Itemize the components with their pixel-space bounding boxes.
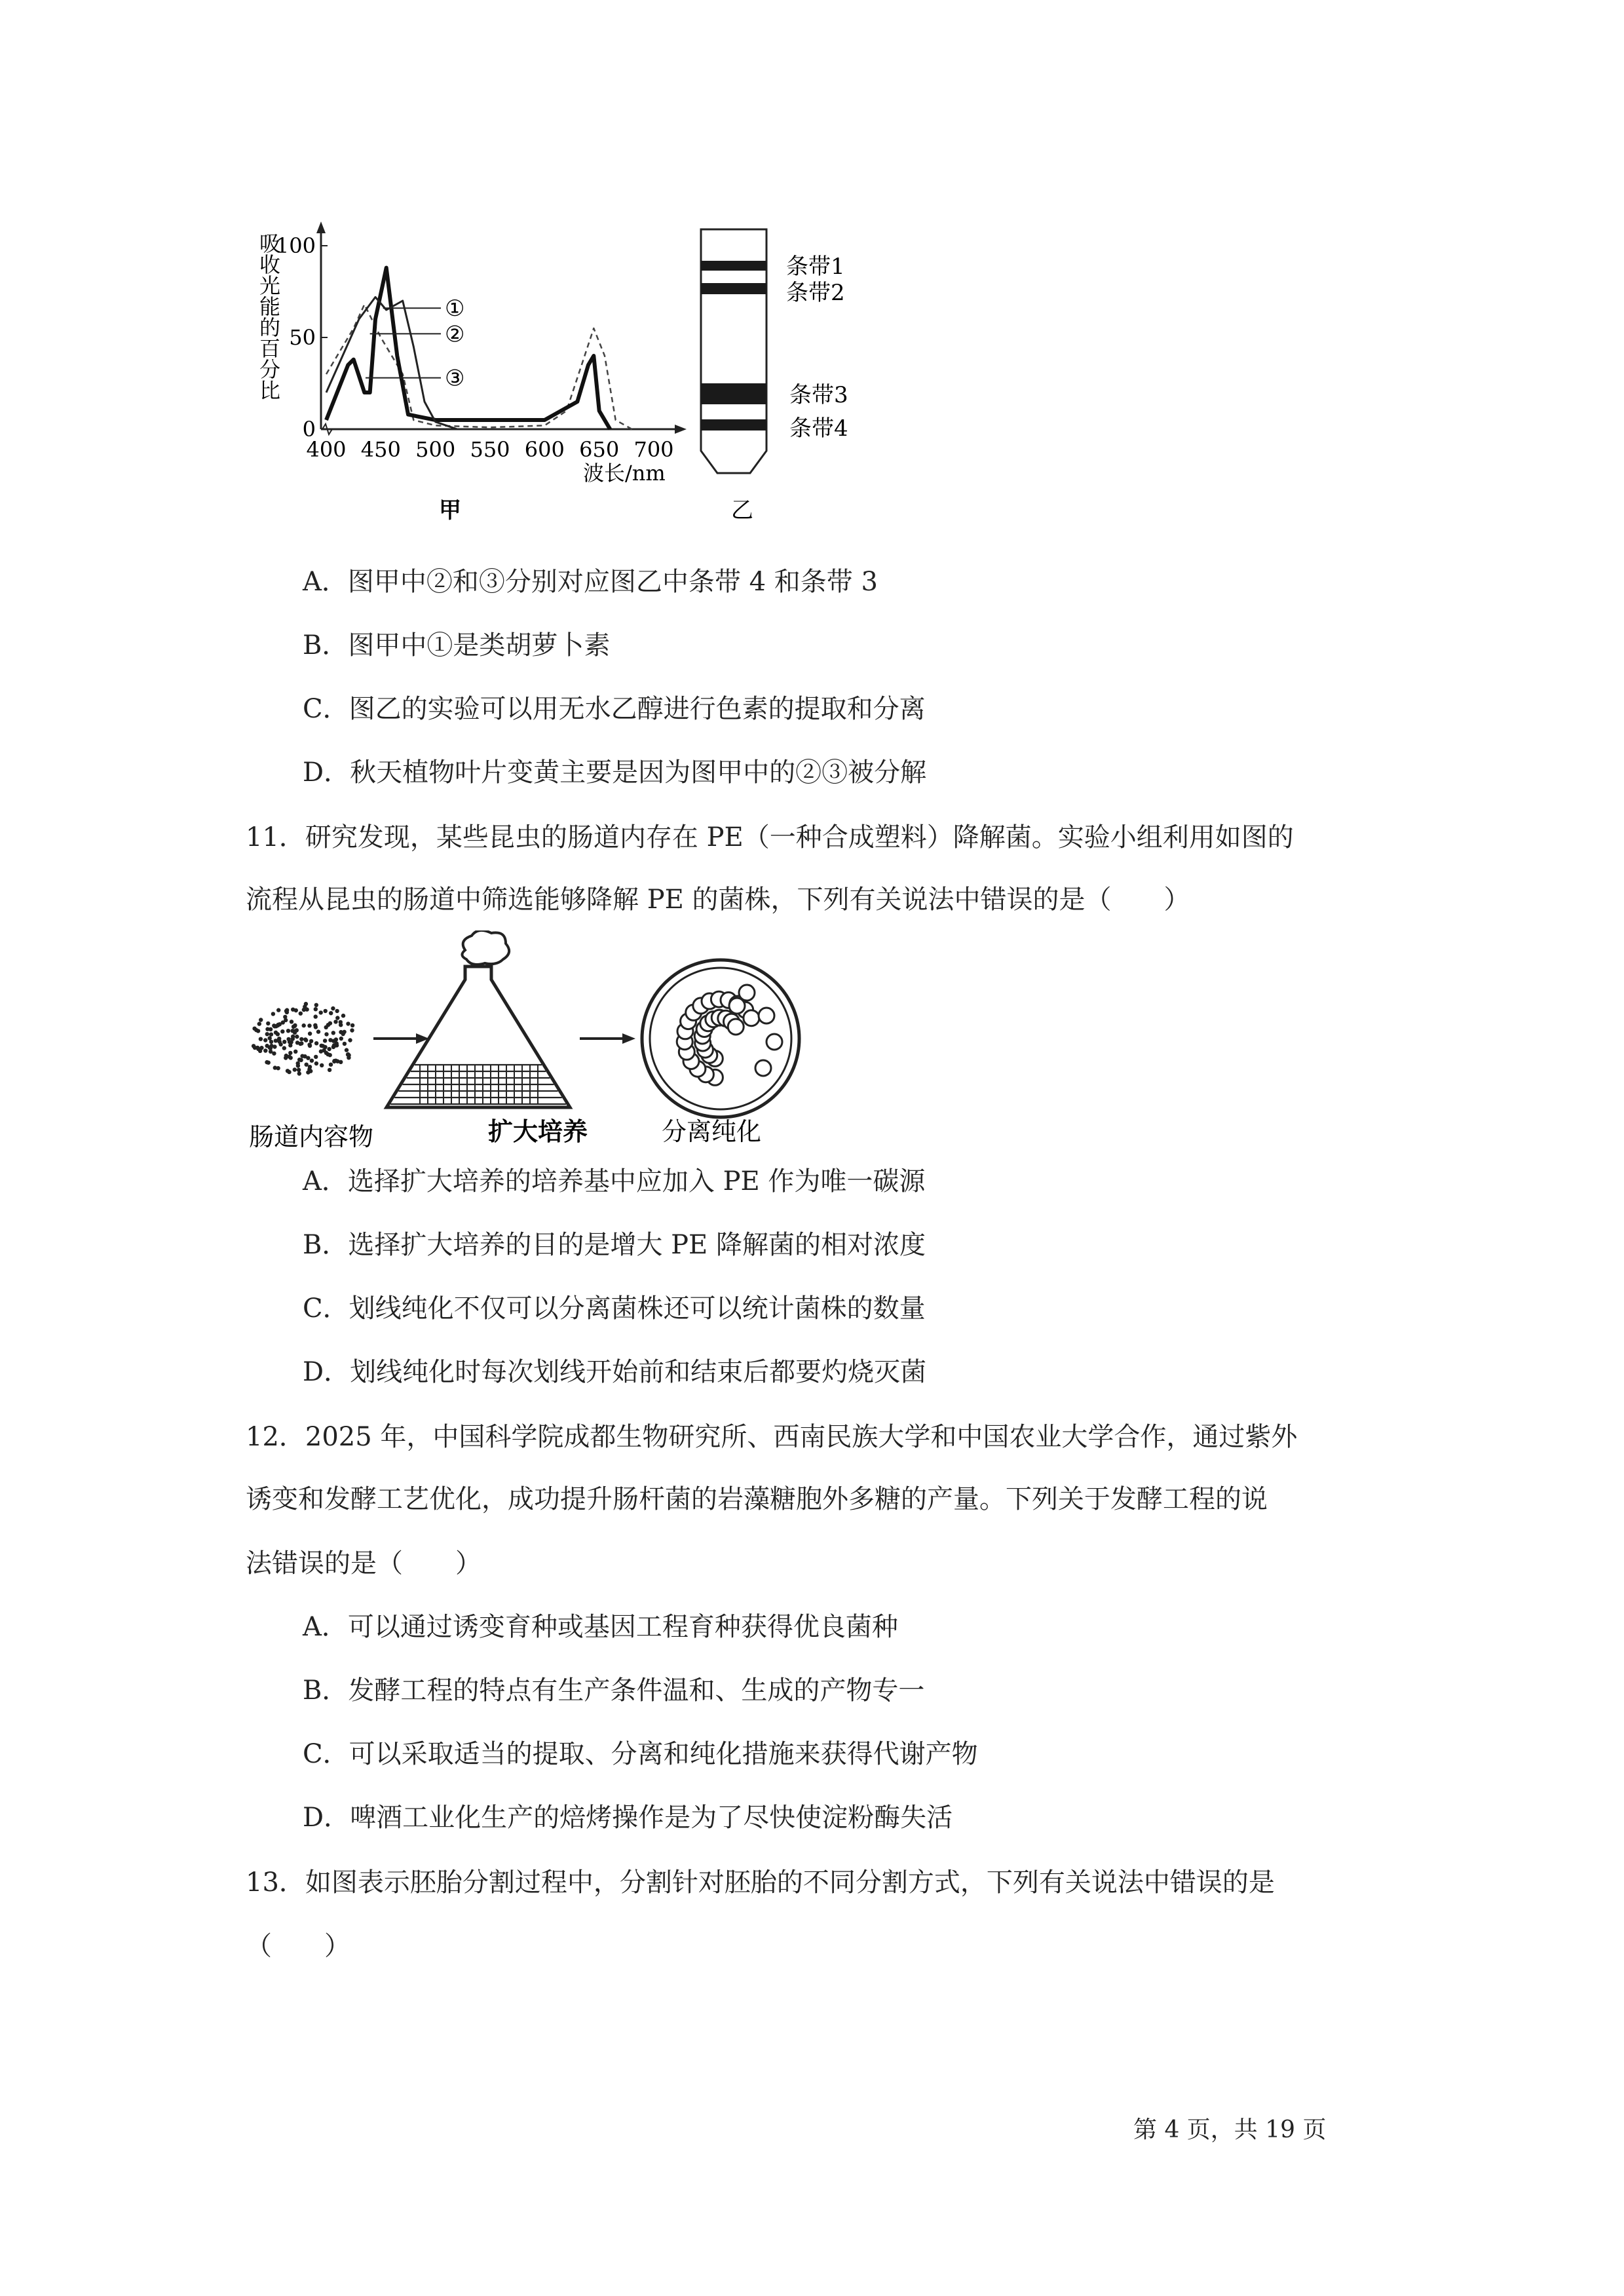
- y-tick-label: 50: [289, 325, 316, 350]
- option-letter: D．: [303, 757, 350, 788]
- option-text: 划线纯化不仅可以分离菌株还可以统计菌株的数量: [349, 1293, 926, 1324]
- option-letter: A．: [303, 567, 348, 597]
- band-label-2: 条带2: [786, 280, 845, 306]
- q12-option-c: [303, 1741, 978, 1767]
- option-text: 图乙的实验可以用无水乙醇进行色素的提取和分离: [349, 694, 926, 724]
- q13-stem-line-1: 13．如图表示胚胎分割过程中，分割针对胚胎的不同分割方式，下列有关说法中错误的是: [246, 1867, 1275, 1898]
- figure-caption-yi: 乙: [731, 497, 753, 524]
- x-tick-label: 650: [579, 437, 620, 462]
- option-text: 选择扩大培养的培养基中应加入 PE 作为唯一碳源: [347, 1166, 926, 1196]
- option-text: 秋天植物叶片变黄主要是因为图甲中的②③被分解: [350, 757, 927, 788]
- chart-xlabel: 波长/nm: [583, 461, 666, 486]
- option-text: 图甲中①是类胡萝卜素: [348, 630, 611, 660]
- band-label-3: 条带3: [789, 382, 848, 408]
- y-axis-arrow: [316, 221, 326, 233]
- page-number: 第 4 页，共 19 页: [1133, 2116, 1327, 2143]
- option-letter: C．: [303, 1293, 349, 1324]
- option-text: 可以采取适当的提取、分离和纯化措施来获得代谢产物: [349, 1739, 978, 1769]
- option-text: 啤酒工业化生产的焙烤操作是为了尽快使淀粉酶失活: [350, 1803, 953, 1833]
- absorption-chart: [249, 216, 694, 524]
- x-tick-label: 600: [524, 437, 565, 462]
- option-letter: B．: [303, 630, 349, 660]
- y-tick-label: 100: [275, 233, 316, 258]
- curve-label-3: ③: [445, 365, 465, 392]
- q11-option-c: [303, 1295, 926, 1322]
- band-label-4: 条带4: [789, 415, 848, 442]
- figure-caption-jia: 甲: [439, 497, 461, 524]
- q10-option-c: [303, 696, 926, 722]
- option-letter: B．: [303, 1230, 349, 1260]
- option-letter: A．: [303, 1166, 348, 1196]
- x-tick-label: 700: [633, 437, 674, 462]
- option-letter: D．: [303, 1803, 350, 1833]
- option-letter: D．: [303, 1357, 350, 1387]
- option-text: 可以通过诱变育种或基因工程育种获得优良菌种: [347, 1612, 898, 1642]
- q11-option-b: [303, 1232, 926, 1258]
- q11-option-d: [303, 1359, 926, 1385]
- petri-dish-icon: [642, 960, 799, 1117]
- q11-flow-diagram: [242, 930, 963, 1153]
- curve-label-2: ②: [445, 321, 465, 348]
- culture-flask-icon: [387, 930, 570, 1107]
- diagram-label-purify: 分离纯化: [662, 1117, 762, 1146]
- option-letter: A．: [303, 1612, 348, 1642]
- series-line-2: [326, 268, 610, 429]
- option-text: 图甲中②和③分别对应图乙中条带 4 和条带 3: [347, 567, 878, 597]
- q11-option-a: [303, 1168, 925, 1195]
- x-axis-arrow: [675, 425, 687, 434]
- band-label-1: 条带1: [786, 254, 845, 280]
- flow-arrow-2-head: [622, 1033, 635, 1044]
- option-letter: C．: [303, 694, 349, 724]
- option-text: 划线纯化时每次划线开始前和结束后都要灼烧灭菌: [350, 1357, 927, 1387]
- intestine-contents-icon: [252, 1002, 354, 1076]
- q10-option-a: [303, 569, 878, 595]
- q12-option-a: [303, 1614, 898, 1640]
- q12-stem-line-1: 12．2025 年，中国科学院成都生物研究所、西南民族大学和中国农业大学合作，通过紫外: [246, 1422, 1298, 1452]
- option-letter: B．: [303, 1675, 349, 1706]
- q11-stem-line-1: 11．研究发现，某些昆虫的肠道内存在 PE（一种合成塑料）降解菌。实验小组利用如图的: [246, 822, 1294, 852]
- q10-option-b: [303, 632, 610, 659]
- q11-stem-line-2: 流程从昆虫的肠道中筛选能够降解 PE 的菌株，下列有关说法中错误的是（ ）: [246, 885, 1190, 915]
- band-3: [701, 383, 766, 404]
- band-4: [701, 419, 766, 430]
- q10-option-d: [303, 759, 926, 786]
- option-letter: C．: [303, 1739, 349, 1769]
- q12-option-d: [303, 1805, 953, 1831]
- q13-stem-line-2: （ ）: [246, 1931, 350, 1961]
- q12-stem-line-3: 法错误的是（ ）: [246, 1548, 482, 1578]
- band-1: [701, 261, 766, 271]
- q12-option-b: [303, 1677, 924, 1704]
- x-tick-label: 550: [470, 437, 510, 462]
- chromatography-strip: [688, 216, 924, 524]
- option-text: 选择扩大培养的目的是增大 PE 降解菌的相对浓度: [348, 1230, 926, 1260]
- diagram-label-intestine: 肠道内容物: [249, 1122, 374, 1151]
- x-tick-label: 500: [415, 437, 456, 462]
- diagram-label-expand: 扩大培养: [488, 1117, 588, 1146]
- x-tick-label: 400: [306, 437, 347, 462]
- option-text: 发酵工程的特点有生产条件温和、生成的产物专一: [348, 1675, 925, 1706]
- chart-ylabel: 吸收光能的百分比: [256, 233, 281, 400]
- band-2: [701, 283, 766, 294]
- curve-label-1: ①: [445, 296, 465, 322]
- q12-stem-line-2: 诱变和发酵工艺优化，成功提升肠杆菌的岩藻糖胞外多糖的产量。下列关于发酵工程的说: [246, 1484, 1268, 1514]
- x-tick-label: 450: [360, 437, 401, 462]
- y-tick-label: 0: [302, 417, 316, 442]
